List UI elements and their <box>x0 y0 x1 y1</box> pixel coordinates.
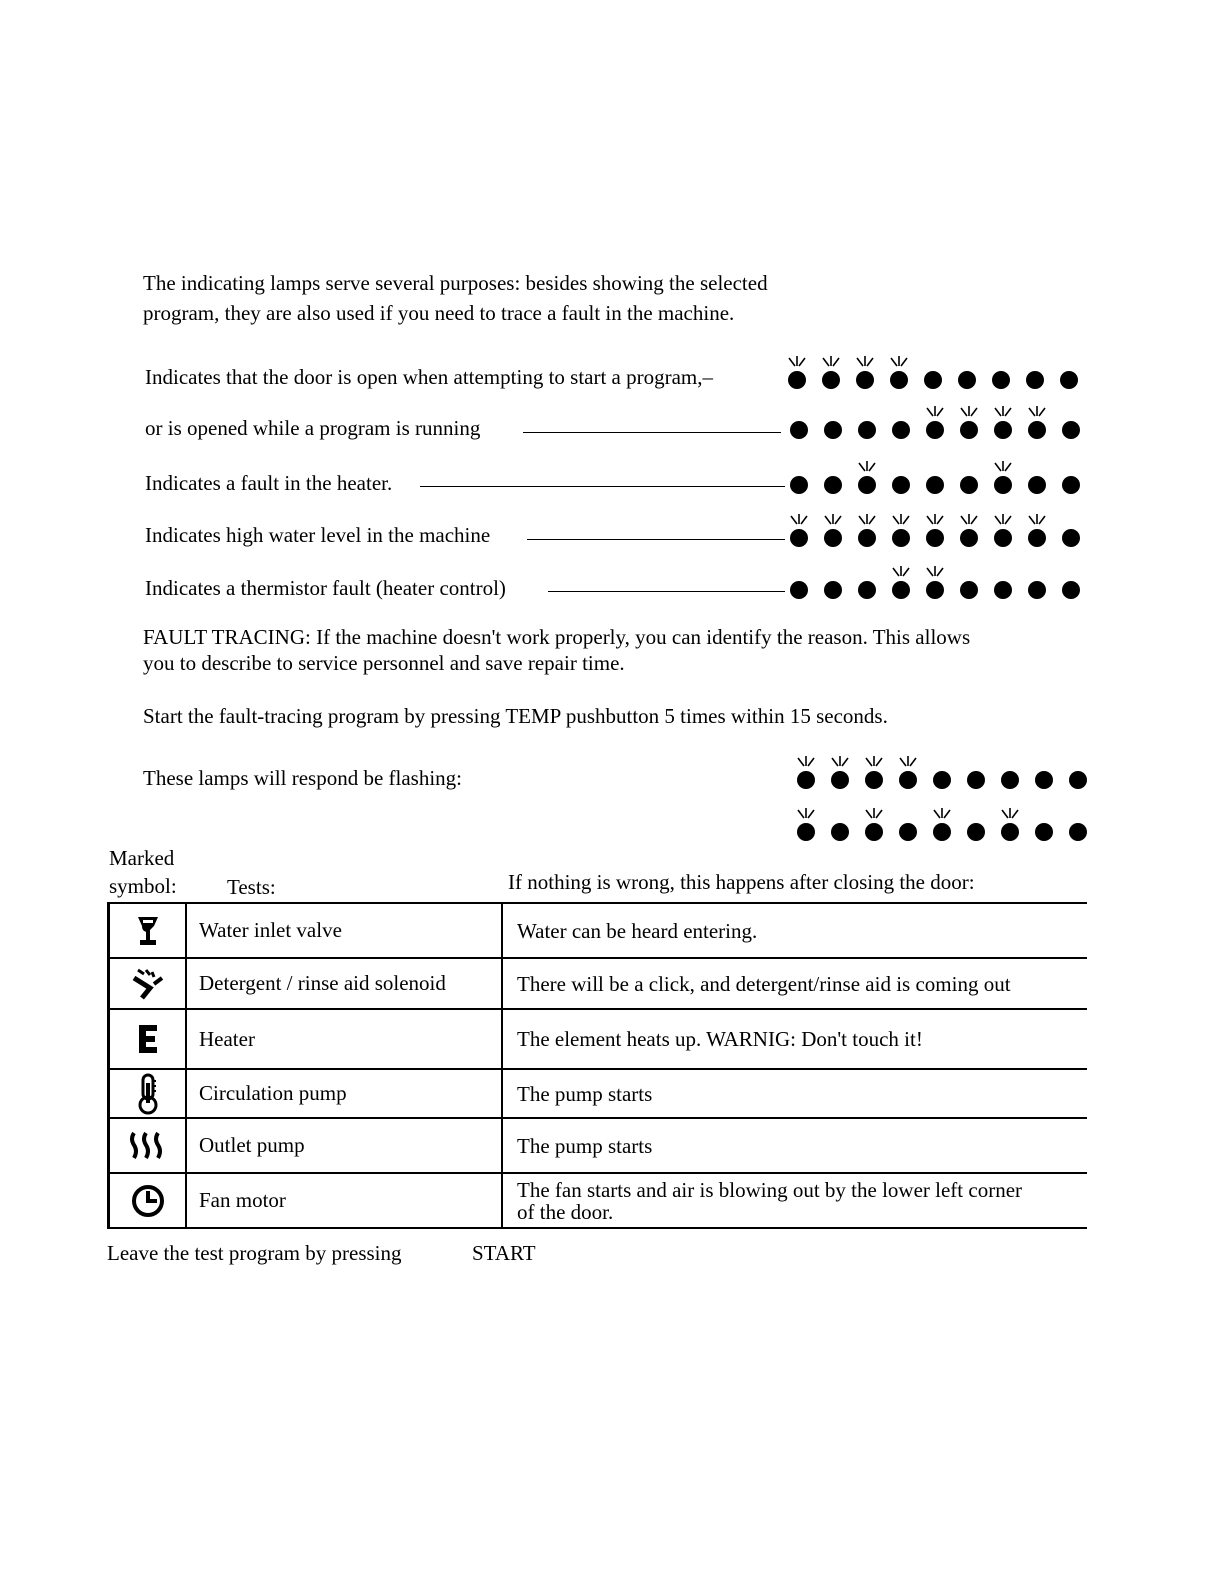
lamp <box>824 476 842 494</box>
flash-rays-icon <box>995 461 1011 471</box>
flash-rays-icon <box>789 356 805 366</box>
lamp-flashing <box>824 529 842 547</box>
lamp-flashing <box>865 823 883 841</box>
fault-tracing-line-2: you to describe to service personnel and save repair time. <box>143 651 625 675</box>
lamp-flashing <box>797 823 815 841</box>
lamp <box>1062 476 1080 494</box>
symbol-cell <box>109 903 187 958</box>
lamp <box>933 771 951 789</box>
symbol-cell <box>109 1118 187 1173</box>
lamp <box>960 476 978 494</box>
flashing-label: These lamps will respond be flashing: <box>143 766 463 790</box>
symbol-cell <box>109 1069 187 1118</box>
lamp <box>1035 823 1053 841</box>
lamp <box>790 421 808 439</box>
flash-rays-icon <box>893 566 909 576</box>
test-name: Heater <box>186 1009 502 1069</box>
lamp <box>1062 581 1080 599</box>
lamp-flashing <box>994 476 1012 494</box>
test-result <box>502 1173 1087 1228</box>
lamp <box>892 476 910 494</box>
lamp <box>858 581 876 599</box>
lamp-flashing <box>994 529 1012 547</box>
flash-rays-icon <box>791 514 807 524</box>
lamp-flashing <box>1028 529 1046 547</box>
test-name: Water inlet valve <box>186 903 502 958</box>
test-name: Detergent / rinse aid solenoid <box>186 958 502 1009</box>
thermometer-icon <box>137 1073 159 1115</box>
lamp <box>899 823 917 841</box>
flash-rays-icon <box>857 356 873 366</box>
lamp <box>824 421 842 439</box>
flash-rays-icon <box>825 514 841 524</box>
lamp-flashing <box>933 823 951 841</box>
header-symbol-line-1: Marked <box>109 846 175 870</box>
test-result: Water can be heard entering. <box>502 903 1087 958</box>
lamp <box>858 421 876 439</box>
lamp <box>992 371 1010 389</box>
lamp <box>958 371 976 389</box>
lamp-flashing <box>1028 421 1046 439</box>
lamp-flashing <box>797 771 815 789</box>
indicator-label-thermistor-fault: Indicates a thermistor fault (heater control) <box>145 576 506 600</box>
flash-rays-icon <box>934 808 950 818</box>
test-result: There will be a click, and detergent/rinse aid is coming out <box>502 958 1087 1009</box>
lamp-flashing <box>892 529 910 547</box>
flash-rays-icon <box>995 406 1011 416</box>
table-row <box>109 1118 1088 1173</box>
flash-rays-icon <box>823 356 839 366</box>
flash-rays-icon <box>961 514 977 524</box>
flash-rays-icon <box>961 406 977 416</box>
lamp <box>824 581 842 599</box>
leader-line <box>527 539 785 540</box>
test-result-line-2: of the door. <box>517 1199 614 1224</box>
lamp <box>1001 771 1019 789</box>
start-button-label: START <box>472 1241 536 1265</box>
symbol-cell <box>109 1009 187 1069</box>
header-result: If nothing is wrong, this happens after closing the door: <box>508 870 975 894</box>
flash-rays-icon <box>1029 406 1045 416</box>
lamp <box>1035 771 1053 789</box>
flash-rays-icon <box>832 756 848 766</box>
flash-row-2 <box>0 0 1 1</box>
indicator-label-high-water: Indicates high water level in the machine <box>145 523 491 547</box>
lamp <box>790 476 808 494</box>
test-result: The element heats up. WARNIG: Don't touch it! <box>502 1009 1087 1069</box>
flash-rays-icon <box>866 756 882 766</box>
test-result: The pump starts <box>502 1118 1087 1173</box>
lamp <box>1028 476 1046 494</box>
flash-rays-icon <box>893 514 909 524</box>
table-row <box>109 1173 1088 1228</box>
lamp <box>1028 581 1046 599</box>
lamp <box>1069 771 1087 789</box>
table-row <box>109 903 1088 958</box>
lamp <box>960 581 978 599</box>
test-result-line-1: The fan starts and air is blowing out by the lower left corner <box>517 1177 1023 1202</box>
lamp-flashing <box>899 771 917 789</box>
start-instruction: Start the fault-tracing program by pressing TEMP pushbutton 5 times within 15 seconds. <box>143 704 888 728</box>
lamp-flashing <box>994 421 1012 439</box>
flash-rays-icon <box>927 406 943 416</box>
lamp-flashing <box>926 421 944 439</box>
lamp <box>790 581 808 599</box>
flash-rays-icon <box>927 514 943 524</box>
lamp <box>1069 823 1087 841</box>
symbol-cell <box>109 958 187 1009</box>
test-name: Fan motor <box>186 1173 502 1228</box>
flash-rays-icon <box>1002 808 1018 818</box>
table-row <box>109 958 1088 1009</box>
lamp <box>994 581 1012 599</box>
lamp <box>1060 371 1078 389</box>
lamp <box>924 371 942 389</box>
lamp <box>1062 529 1080 547</box>
header-symbol-line-2: symbol: <box>109 874 177 898</box>
glass-icon <box>135 914 161 948</box>
flash-rays-icon <box>859 461 875 471</box>
flash-rays-icon <box>995 514 1011 524</box>
indicator-label-door-opened-running: or is opened while a program is running <box>145 416 481 440</box>
flash-rays-icon <box>927 566 943 576</box>
lamp <box>892 421 910 439</box>
heater-e-icon <box>137 1023 159 1055</box>
flash-rays-icon <box>859 514 875 524</box>
lamp-flashing <box>1001 823 1019 841</box>
lamp <box>831 823 849 841</box>
flash-rays-icon <box>900 756 916 766</box>
lamp <box>967 771 985 789</box>
symbol-cell <box>109 1173 187 1228</box>
flash-rays-icon <box>891 356 907 366</box>
lamp-flashing <box>865 771 883 789</box>
leave-instruction: Leave the test program by pressing <box>107 1241 402 1265</box>
fault-tracing-line-1: FAULT TRACING: If the machine doesn't work properly, you can identify the reason. This allows <box>143 625 971 649</box>
leader-line <box>420 486 785 487</box>
lamp-flashing <box>790 529 808 547</box>
lamp-flashing <box>926 581 944 599</box>
flash-rays-icon <box>1029 514 1045 524</box>
lamp-flashing <box>831 771 849 789</box>
leader-line <box>548 591 785 592</box>
indicator-label-door-open-start: Indicates that the door is open when attempting to start a program,– <box>145 365 714 389</box>
test-result: The pump starts <box>502 1069 1087 1118</box>
intro-line-1: The indicating lamps serve several purposes: besides showing the selected <box>143 271 768 295</box>
header-tests: Tests: <box>227 875 276 899</box>
test-name: Outlet pump <box>186 1118 502 1173</box>
flash-rays-icon <box>866 808 882 818</box>
fault-tracing-text <box>143 624 970 676</box>
leader-line <box>523 432 781 433</box>
indicator-label-heater-fault: Indicates a fault in the heater. <box>145 471 393 495</box>
lamp-flashing <box>858 529 876 547</box>
lamp-flashing <box>858 476 876 494</box>
lamp-flashing <box>822 371 840 389</box>
lamp <box>1062 421 1080 439</box>
lamp <box>1026 371 1044 389</box>
table-row <box>109 1009 1088 1069</box>
lamp-flashing <box>926 529 944 547</box>
lamp-flashing <box>892 581 910 599</box>
flash-rays-icon <box>798 756 814 766</box>
test-name: Circulation pump <box>186 1069 502 1118</box>
table-row <box>109 1069 1088 1118</box>
lamp-flashing <box>890 371 908 389</box>
lamp-flashing <box>960 529 978 547</box>
clock-icon <box>130 1183 166 1219</box>
lamp-flashing <box>960 421 978 439</box>
intro-line-2: program, they are also used if you need to trace a fault in the machine. <box>143 301 735 325</box>
intro-text <box>143 268 768 328</box>
lamp <box>967 823 985 841</box>
detergent-icon <box>130 966 166 1002</box>
lamp-flashing <box>788 371 806 389</box>
tests-table <box>107 902 1087 1229</box>
flash-rays-icon <box>798 808 814 818</box>
lamp-flashing <box>856 371 874 389</box>
lamp <box>926 476 944 494</box>
steam-icon <box>128 1130 168 1162</box>
